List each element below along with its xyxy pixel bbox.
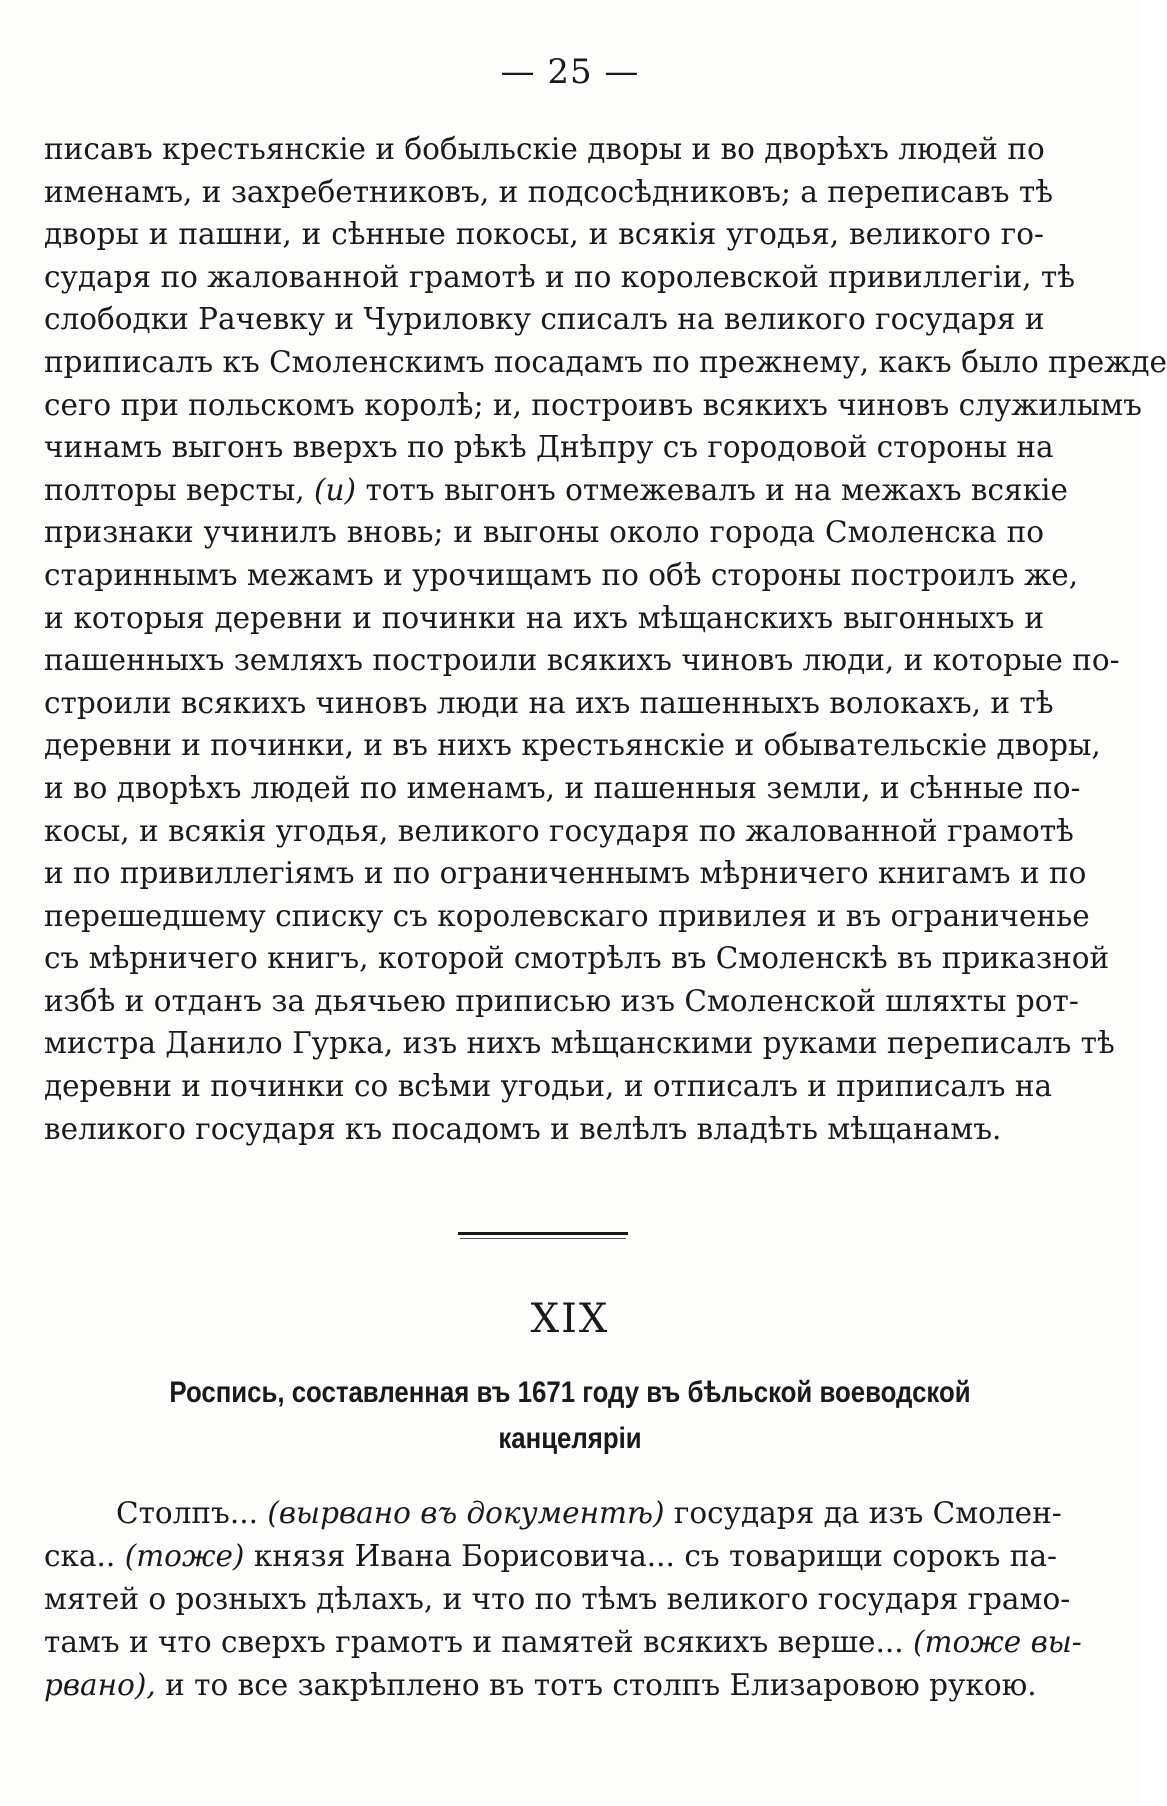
text-line: деревни и починки со всѣми угодьи, и отписалъ и приписалъ на (44, 1069, 1053, 1104)
text-line: стариннымъ межамъ и урочищамъ по обѣ стороны построилъ же, (44, 557, 1079, 592)
section-number: XIX (530, 1296, 610, 1342)
text-line: косы, и всякія угодья, великого государя по жалованной грамотѣ (44, 813, 1074, 848)
text-line: сего при польскомъ королѣ; и, построивъ всякихъ чиновъ служилымъ (44, 387, 1142, 422)
text-fragment: тотъ выгонъ отмежевалъ и на межахъ всякіе (365, 472, 1068, 507)
editorial-note: (тоже) (124, 1539, 245, 1573)
section-title-line: канцеляріи (498, 1422, 642, 1455)
editorial-note: (вырвано въ документѣ) (267, 1496, 665, 1530)
text-line: и которыя деревни и починки на ихъ мѣщанскихъ выгонныхъ и (44, 600, 1044, 635)
text-line: мистра Данило Гурка, изъ нихъ мѣщанскими руками переписалъ тѣ (44, 1026, 1115, 1061)
section-title-line: Роспись, составленная въ 1671 году въ бѣльской воеводской (169, 1376, 971, 1409)
section-title (131, 1370, 1008, 1462)
editorial-note: рвано), (44, 1668, 156, 1702)
text-line: именамъ, и захребетниковъ, и подсосѣдниковъ; а переписавъ тѣ (44, 174, 1053, 209)
text-fragment: государя да изъ Смолен- (673, 1496, 1062, 1530)
text-line (44, 1492, 1062, 1535)
italic-insertion: (и) (314, 472, 357, 507)
text-line (44, 1664, 1044, 1707)
text-line: и по привиллегіямъ и по ограниченнымъ мѣрничего книгамъ и по (44, 856, 1087, 891)
text-fragment: полторы версты, (44, 472, 305, 507)
page-number: — 25 — (500, 52, 640, 92)
text-fragment: Столпъ... (116, 1496, 258, 1530)
text-fragment: тамъ и что сверхъ грамотъ и памятей всякихъ верше... (44, 1625, 904, 1659)
section-paragraph (44, 1492, 1082, 1707)
text-line: писавъ крестьянскіе и бобыльскіе дворы и во дворѣхъ людей по (44, 132, 1045, 166)
text-line: дворы и пашни, и сѣнные покосы, и всякія угодья, великого го- (44, 217, 1044, 252)
text-line: чинамъ выгонъ вверхъ по рѣкѣ Днѣпру съ городовой стороны на (44, 430, 1054, 465)
text-line: деревни и починки, и въ нихъ крестьянскіе и обывательскіе дворы, (44, 728, 1101, 763)
section-divider (458, 1232, 628, 1235)
text-fragment: и то все закрѣплено въ тотъ столпъ Елизаровою рукою. (165, 1668, 1037, 1702)
body-paragraph (44, 128, 1167, 1150)
text-line (44, 1621, 1082, 1664)
text-fragment: ска.. (44, 1539, 116, 1573)
editorial-note: (тоже вы- (913, 1625, 1082, 1659)
text-fragment: князя Ивана Борисовича... съ товарищи сорокъ па- (253, 1539, 1057, 1573)
text-line: признаки учинилъ вновь; и выгоны около города Смоленска по (44, 515, 1044, 550)
text-line: избѣ и отданъ за дьячьею приписью изъ Смоленской шляхты рот- (44, 983, 1079, 1018)
text-line: съ мѣрничего книгъ, которой смотрѣлъ въ Смоленскѣ въ приказной (44, 941, 1110, 976)
text-line: строили всякихъ чиновъ люди на ихъ пашенныхъ волокахъ, и тѣ (44, 685, 1054, 720)
text-line: сударя по жалованной грамотѣ и по королевской привиллегіи, тѣ (44, 259, 1076, 294)
text-line: пашенныхъ земляхъ построили всякихъ чиновъ люди, и которые по- (44, 643, 1120, 678)
text-line: перешедшему списку съ королевскаго привилея и въ ограниченье (44, 898, 1090, 933)
text-line: великого государя къ посадомъ и велѣлъ владѣть мѣщанамъ. (44, 1111, 1002, 1146)
text-line (44, 469, 1068, 512)
text-line: слободки Рачевку и Чуриловку списалъ на великого государя и (44, 302, 1045, 337)
text-line (44, 1535, 1057, 1578)
text-line: и во дворѣхъ людей по именамъ, и пашенныя земли, и сѣнные по- (44, 770, 1081, 805)
text-line: мятей о розныхъ дѣлахъ, и что по тѣмъ великого государя грамо- (44, 1582, 1071, 1616)
text-line: приписалъ къ Смоленскимъ посадамъ по прежнему, какъ было прежде (44, 344, 1167, 379)
